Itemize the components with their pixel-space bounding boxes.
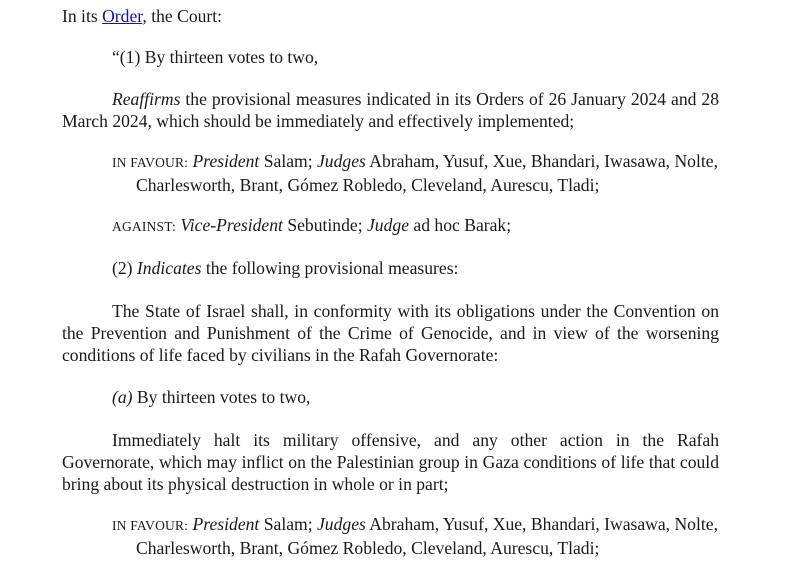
point2-prefix: (2)	[112, 258, 137, 278]
sub-a-heading-text: By thirteen votes to two,	[132, 387, 311, 407]
judges-title: Judges	[317, 151, 366, 171]
judges-names: Abraham, Yusuf, Xue, Bhandari, Iwasawa, Nolte, Charlesworth, Brant, Gómez Robledo, Cleveland, Aurescu, Tladi;	[136, 514, 718, 558]
president-name: Salam;	[259, 514, 317, 534]
point1-verb: Reaffirms	[112, 89, 181, 109]
point2-text: the following provisional measures:	[201, 258, 459, 278]
judge-title: Judge	[367, 215, 410, 235]
point1-heading: “(1) By thirteen votes to two,	[112, 47, 319, 67]
point2-preamble: The State of Israel shall, in conformity with its obligations under the Convention on the Prevention and Punishment of the Crime of Genocide, and in view of the worsening conditions of life faced by civilians in the Rafah Governorate:	[62, 301, 719, 365]
vice-president-name: Sebutinde;	[282, 215, 367, 235]
order-link[interactable]: Order	[102, 6, 143, 26]
sub-a-in-favour	[112, 513, 746, 559]
sub-a-label: (a)	[112, 387, 133, 407]
president-title: President	[192, 514, 260, 534]
vice-president-title: Vice-President	[180, 215, 283, 235]
point2-heading	[112, 257, 769, 279]
in-favour-label: IN FAVOUR:	[112, 155, 189, 170]
judge-name: ad hoc Barak;	[409, 215, 512, 235]
sub-a-heading	[112, 386, 769, 408]
judges-names: Abraham, Yusuf, Xue, Bhandari, Iwasawa, Nolte, Charlesworth, Brant, Gómez Robledo, Cleveland, Aurescu, Tladi;	[136, 151, 718, 195]
point1-in-favour	[112, 150, 746, 196]
president-name: Salam;	[259, 151, 317, 171]
point1-against	[112, 214, 746, 238]
point1-body	[62, 88, 719, 132]
sub-a-body: Immediately halt its military offensive, and any other action in the Rafah Governorate, which may inflict on the Palestinian group in Gaza conditions of life that could bring about its physical destruction in whole or in part;	[62, 430, 719, 494]
point2-verb: Indicates	[136, 258, 202, 278]
judges-title: Judges	[317, 514, 366, 534]
point1-text: the provisional measures indicated in its Orders of 26 January 2024 and 28 March 2024, which should be immediately and effectively implemented;	[62, 89, 719, 131]
in-favour-label: IN FAVOUR:	[112, 518, 189, 533]
against-label: AGAINST:	[112, 219, 176, 234]
intro-suffix: , the Court:	[142, 6, 223, 26]
president-title: President	[192, 151, 260, 171]
intro-line	[62, 5, 719, 27]
intro-prefix: In its	[62, 6, 103, 26]
